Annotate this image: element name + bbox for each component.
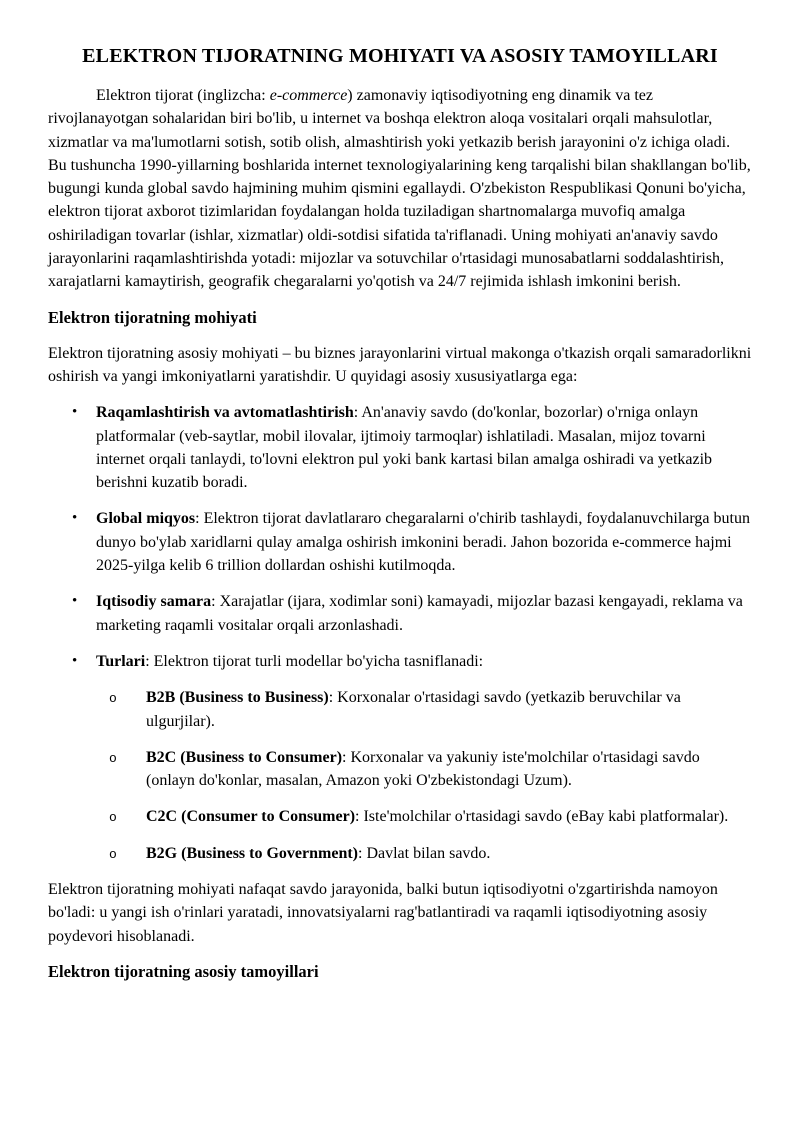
list-item: [48, 842, 752, 865]
list-item-text: : An'anaviy savdo (do'konlar, bozorlar) o'rniga onlayn platformalar (veb-saytlar, mobil ilovalar, ijtimoiy tarmoqlar) ishlatiladi. Masalan, mijoz tovarni internet orqali tanlaydi, to'lovni elektron pul yoki bank kartasi bilan amalga oshiradi va yetkazib berishni kuzatib boradi.: [96, 404, 713, 492]
intro-text-after: ) zamonaviy iqtisodiyotning eng dinamik va tez rivojlanayotgan sohalaridan biri bo'lib, u internet va boshqa elektron aloqa vositalari orqali mahsulotlar, xizmatlar va ma'lumotlarni sotish, sotib olish, almashtirish yoki yetkazib berish jarayonini o'z ichiga oladi. Bu tushuncha 1990-yillarning boshlarida internet texnologiyalarining keng tarqalishi bilan shakllangan bo'lib, bugungi kunda global savdo hajmining muhim qismini egallaydi. O'zbekiston Respublikasi Qonuni bo'yicha, elektron tijorat axborot tizimlaridan foydalangan holda tuziladigan shartnomalarga muvofiq amalga oshiriladigan tovarlar (ishlar, xizmatlar) oldi-sotdisi sifatida ta'riflanadi. Uning mohiyati an'anaviy savdo jarayonlarini raqamlashtirishda yotadi: mijozlar va sotuvchilar o'rtasidagi munosabatlarni soddalashtirish, xarajatlarni kamaytirish, geografik chegaralarni yo'qotish va 24/7 rejimida ishlash imkonini berish.: [48, 87, 751, 291]
bullet-marker: •: [72, 652, 78, 669]
intro-paragraph: [48, 84, 752, 294]
closing-paragraph: Elektron tijoratning mohiyati nafaqat savdo jarayonida, balki butun iqtisodiyotni o'zgartirishda namoyon bo'ladi: u yangi ish o'rinlari yaratadi, innovatsiyalarni rag'batlantiradi va raqamli iqtisodiyotning asosiy poydevori hisoblanadi.: [48, 881, 718, 945]
list-item-label: C2C (Consumer to Consumer): [146, 808, 356, 826]
section-heading-mohiyati: Elektron tijoratning mohiyati: [48, 307, 257, 327]
list-item-text: : Iste'molchilar o'rtasidagi savdo (eBay kabi platformalar).: [355, 808, 729, 826]
list-item-text: : Korxonalar o'rtasidagi savdo (yetkazib beruvchilar va ulgurjilar).: [146, 689, 681, 730]
features-list: [48, 401, 752, 673]
list-item-text: : Elektron tijorat davlatlararo chegaralarni o'chirib tashlaydi, foydalanuvchilarga butun dunyo bo'ylab xaridlarni qulay amalga oshirish imkonini beradi. Jahon bozorida e-commerce hajmi 2025-yilga kelib 6 trillion dollardan oshishi kutilmoqda.: [96, 510, 750, 575]
types-list: [48, 686, 752, 865]
list-item-label: B2B (Business to Business): [146, 689, 329, 707]
list-item: [48, 507, 752, 577]
list-item: [48, 686, 752, 733]
section1-paragraph: Elektron tijoratning asosiy mohiyati – bu biznes jarayonlarini virtual makonga o'tkazish orqali samaradorlikni oshirish va yangi imkoniyatlarni yaratishdir. U quyidagi asosiy xususiyatlarga ega:: [48, 344, 752, 385]
intro-text-before: Elektron tijorat (inglizcha:: [96, 87, 270, 104]
bullet-marker: •: [72, 510, 78, 527]
sub-bullet-marker: o: [109, 691, 117, 707]
list-item-text: : Korxonalar va yakuniy iste'molchilar o'rtasidagi savdo (onlayn do'konlar, masalan, Amazon yoki O'zbekistondagi Uzum).: [146, 748, 700, 790]
bullet-marker: •: [72, 593, 78, 610]
list-item-label: Iqtisodiy samara: [96, 593, 212, 611]
list-item: [48, 746, 752, 793]
list-item-label: Turlari: [96, 652, 146, 670]
list-item-label: B2G (Business to Government): [146, 844, 358, 862]
bullet-marker: •: [72, 404, 78, 421]
list-item-text: : Elektron tijorat turli modellar bo'yicha tasniflanadi:: [145, 652, 484, 670]
list-item-text: : Davlat bilan savdo.: [358, 844, 491, 862]
list-item-text: : Xarajatlar (ijara, xodimlar soni) kamayadi, mijozlar bazasi kengayadi, reklama va marketing raqamli vositalar orqali arzonlashadi.: [96, 593, 743, 634]
list-item: [48, 650, 752, 673]
list-item: [48, 805, 752, 828]
italic-term: e-commerce: [269, 87, 348, 104]
list-item-label: Global miqyos: [96, 510, 196, 528]
section-heading-tamoyillari: Elektron tijoratning asosiy tamoyillari: [48, 961, 319, 981]
list-item-label: B2C (Business to Consumer): [146, 748, 343, 766]
sub-bullet-marker: o: [109, 846, 117, 862]
sub-bullet-marker: o: [109, 810, 117, 826]
document-title: ELEKTRON TIJORATNING MOHIYATI VA ASOSIY TAMOYILLARI: [82, 45, 718, 67]
list-item: [48, 590, 752, 637]
list-item-label: Raqamlashtirish va avtomatlashtirish: [96, 404, 354, 422]
list-item: [48, 401, 752, 494]
sub-bullet-marker: o: [109, 750, 117, 766]
